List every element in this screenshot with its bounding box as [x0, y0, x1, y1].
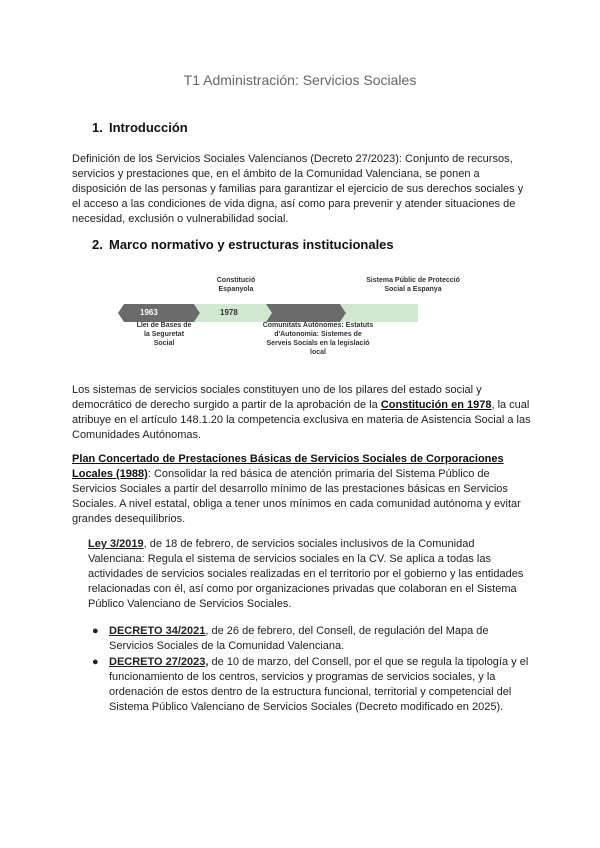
- plan-concertado-body: : Consolidar la red básica de atención primaria del Sistema Público de Servicios Sociales a partir del desarrollo mínimo de las prestaciones básicas en Servicios Sociales. A nivel estatal, obliga a tener unos mínimos en cada comunidad autónoma y evitar grandes desequilibrios.: [72, 468, 521, 525]
- decreto-27-2023-title[interactable]: DECRETO 27/2023,: [109, 656, 209, 668]
- decretos-list: [92, 624, 532, 716]
- decreto-27-2023-body: de 10 de marzo, del Consell, por el que se regula la tipología y el funcionamiento de los centros, servicios y programas de servicios sociales, y la ordenación de estos dentro de la estructura funcional, territorial y competencial del Sistema Público Valenciano de Servicios Sociales (Decreto modificado en 2025).: [109, 656, 529, 713]
- section-1-title: Introducción: [109, 120, 188, 135]
- constitucion-link[interactable]: Constitución en 1978: [380, 399, 492, 411]
- ley-3-2019-body: , de 18 de febrero, de servicios sociales inclusivos de la Comunidad Valenciana: Regula el sistema de servicios sociales en la CV. Se aplica a todas las actividades de servicios sociales realizadas en el territorio por el gobierno y las entidades relacionadas con él, así como por organizaciones privadas que colaboran en el Sistema Público Valenciano de Servicios Sociales.: [88, 538, 524, 610]
- decreto-34-2021-title[interactable]: DECRETO 34/2021: [109, 625, 206, 637]
- timeline-year-1978: 1978: [220, 308, 238, 317]
- plan-concertado-paragraph: [72, 452, 532, 527]
- plan-concertado-title[interactable]: Plan Concertado de Prestaciones Básicas de Servicios Sociales de Corporaciones Locales (1988): [72, 453, 504, 480]
- page-title: T1 Administración: Servicios Sociales: [183, 72, 417, 88]
- section-2-number: 2.: [92, 237, 103, 252]
- timeline-year-1963: 1963: [140, 308, 158, 317]
- section-2-heading: [92, 237, 394, 252]
- timeline-diagram: [118, 272, 468, 356]
- list-item: [92, 655, 532, 715]
- timeline-segment-3: [266, 304, 346, 322]
- timeline-label-comunitats: Comunitats Autònomes: Estatuts d'Autonomia: Sistemes de Serveis Socials en la legislació local: [262, 322, 374, 356]
- timeline-label-sistema: Sistema Públic de Protecció Social a Espanya: [366, 277, 460, 293]
- list-item: [92, 624, 532, 654]
- timeline-label-1978: Constitució Espanyola: [216, 277, 256, 293]
- decreto-34-2021-body: , de 26 de febrero, del Consell, de regulación del Mapa de Servicios Sociales de la Comunidad Valenciana.: [109, 625, 489, 652]
- section-2-title: Marco normativo y estructuras institucionales: [109, 237, 394, 252]
- bullet-icon: ●: [92, 625, 99, 637]
- ley-3-2019-title[interactable]: Ley 3/2019: [88, 538, 144, 550]
- timeline-segment-4: [340, 304, 418, 322]
- timeline-label-1963: Llei de Bases de la Seguretat Social: [136, 322, 192, 347]
- constitucion-text-after: , la cual atribuye en el artículo 148.1.20 la competencia exclusiva en materia de Asistencia Social a las Comunidades Autónomas.: [72, 399, 531, 441]
- timeline-segment-1963: [118, 304, 200, 322]
- constitucion-text-before: Los sistemas de servicios sociales constituyen uno de los pilares del estado social y democrático de derecho surgido a partir de la aprobación de la: [72, 384, 482, 411]
- constitucion-paragraph: [72, 383, 532, 443]
- ley-3-2019-paragraph: [88, 537, 528, 612]
- intro-paragraph: Definición de los Servicios Sociales Valencianos (Decreto 27/2023): Conjunto de recursos, servicios y prestaciones que, en el ámbito de la Comunidad Valenciana, se ponen a disposición de las personas y familias para garantizar el ejercicio de sus derechos sociales y el acceso a las condiciones de vida digna, así como para prevenir y atender situaciones de necesidad, exclusión o vulnerabilidad social.: [72, 153, 524, 225]
- bullet-icon: ●: [92, 656, 99, 668]
- section-1-number: 1.: [92, 120, 103, 135]
- section-1-heading: [92, 120, 188, 135]
